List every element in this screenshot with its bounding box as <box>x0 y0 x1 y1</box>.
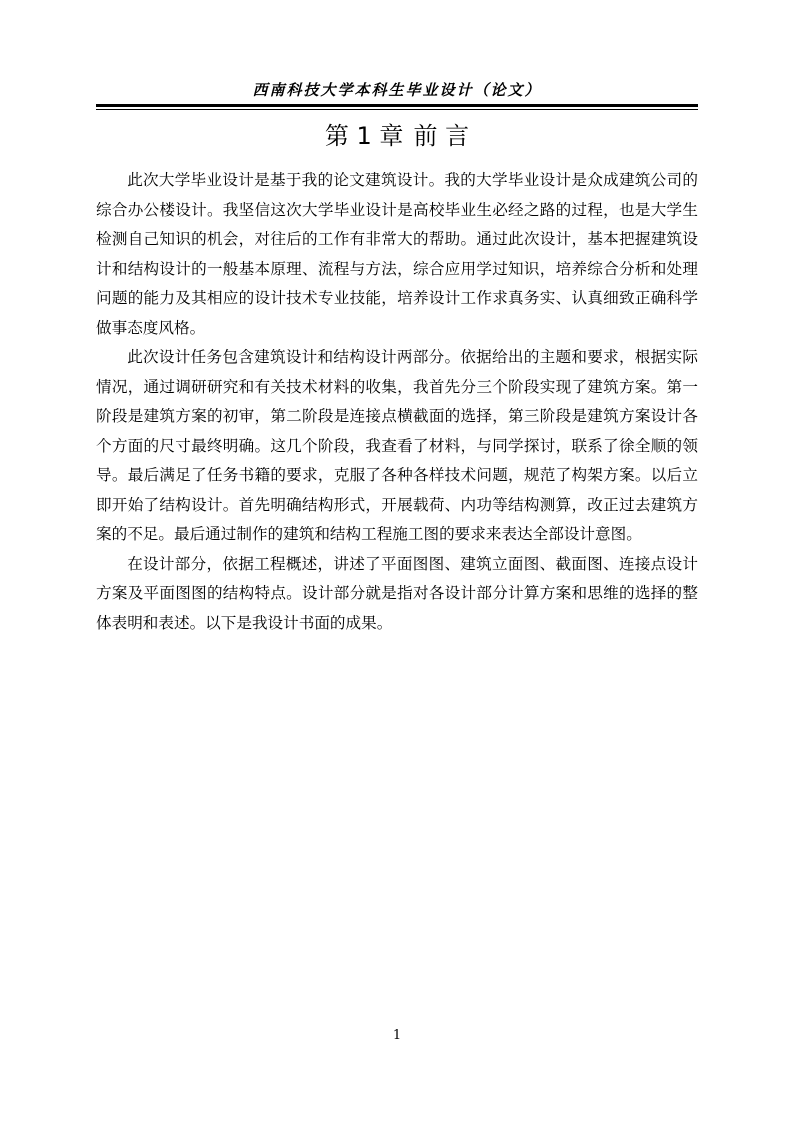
header-rule-thick <box>96 104 698 107</box>
paragraph-1: 此次大学毕业设计是基于我的论文建筑设计。我的大学毕业设计是众成建筑公司的综合办公楼设计。我坚信这次大学毕业设计是高校毕业生必经之路的过程，也是大学生检测自己知识的机会，对往后的工作有非常大的帮助。通过此次设计，基本把握建筑设计和结构设计的一般基本原理、流程与方法，综合应用学过知识，培养综合分析和处理问题的能力及其相应的设计技术专业技能，培养设计工作求真务实、认真细致正确科学做事态度风格。 <box>96 171 698 337</box>
page-number: 1 <box>392 1028 402 1043</box>
body-text <box>96 166 698 638</box>
paragraph-2: 此次设计任务包含建筑设计和结构设计两部分。依据给出的主题和要求，根据实际情况，通过调研研究和有关技术材料的收集，我首先分三个阶段实现了建筑方案。第一阶段是建筑方案的初审，第二阶段是连接点横截面的选择，第三阶段是建筑方案设计各个方面的尺寸最终明确。这几个阶段，我查看了材料，与同学探讨，联系了徐全顺的领导。最后满足了任务书籍的要求，克服了各种各样技术问题，规范了构架方案。以后立即开始了结构设计。首先明确结构形式，开展载荷、内功等结构测算，改正过去建筑方案的不足。最后通过制作的建筑和结构工程施工图的要求来表达全部设计意图。 <box>96 348 698 543</box>
running-header: 西南科技大学本科生毕业设计（论文） <box>252 81 542 99</box>
chapter-number: 第 1 章 <box>324 122 404 150</box>
chapter-heading: 前 言 <box>413 122 470 150</box>
paragraph-3: 在设计部分，依据工程概述，讲述了平面图图、建筑立面图、截面图、连接点设计方案及平面图图的结构特点。设计部分就是指对各设计部分计算方案和思维的选择的整体表明和表述。以下是我设计书面的成果。 <box>96 554 698 632</box>
chapter-title <box>96 118 698 154</box>
header-rule-thin <box>96 109 698 110</box>
